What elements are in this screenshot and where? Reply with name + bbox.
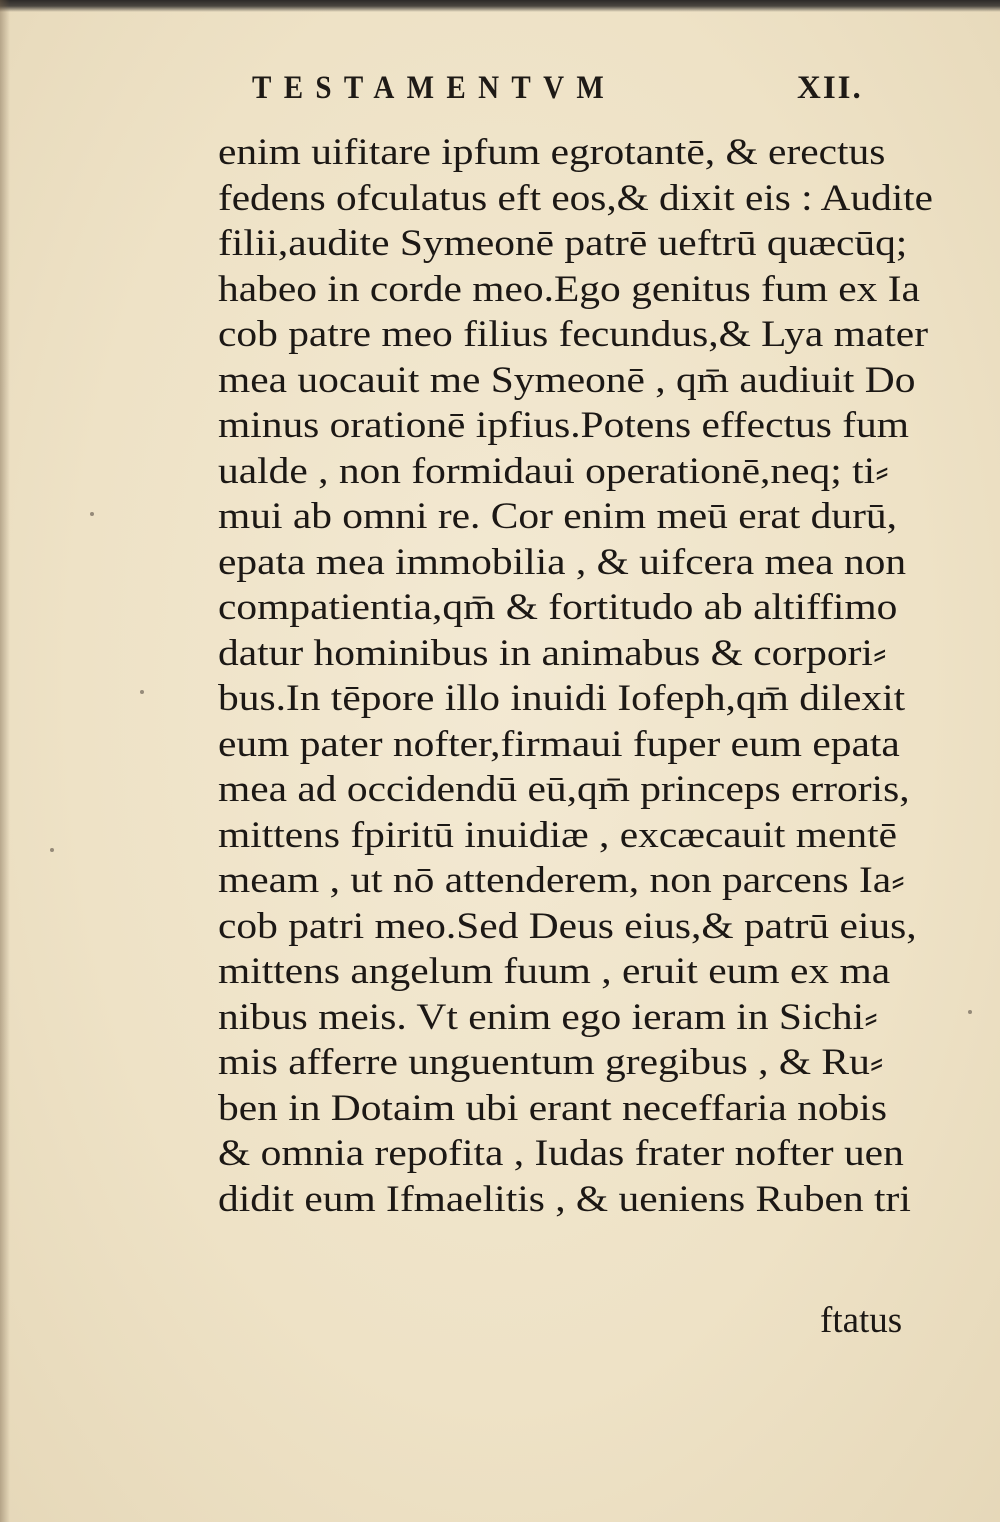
text-line: minus orationē ipfius.Potens effectus fum bbox=[218, 405, 909, 446]
text-line: didit eum Ifmaelitis , & ueniens Ruben tri bbox=[218, 1178, 911, 1220]
text-line: cob patre meo filius fecundus,& Lya mater bbox=[218, 314, 929, 355]
text-line: habeo in corde meo.Ego genitus fum ex Ia bbox=[218, 268, 920, 310]
text-line: meam , ut nō attenderem, non parcens Ia⸗ bbox=[218, 860, 905, 901]
folio-number: XII. bbox=[797, 70, 863, 106]
text-line: mea ad occidendū eū,qm̄ princeps erroris, bbox=[218, 769, 910, 810]
text-line: bus.In tēpore illo inuidi Iofeph,qm̄ dilexit bbox=[218, 678, 906, 719]
text-line: fedens ofculatus eft eos,& dixit eis : Audite bbox=[218, 177, 933, 219]
text-line: compatientia,qm̄ & fortitudo ab altiffimo bbox=[218, 587, 898, 628]
text-line: mittens angelum fuum , eruit eum ex ma bbox=[218, 951, 891, 992]
paper-speck bbox=[50, 848, 54, 852]
text-line: filii,audite Symeonē patrē ueftrū quæcūq; bbox=[218, 223, 908, 264]
paper-speck bbox=[140, 690, 144, 694]
text-line: enim uifitare ipfum egrotantē, & erectus bbox=[218, 132, 886, 173]
text-line: epata mea immobilia , & uifcera mea non bbox=[218, 541, 907, 583]
text-line: datur hominibus in animabus & corpori⸗ bbox=[218, 632, 887, 674]
body-text-block bbox=[218, 130, 938, 1222]
text-line: ualde , non formidaui operationē,neq; ti⸗ bbox=[218, 450, 889, 492]
paper-speck bbox=[968, 1010, 972, 1014]
text-line: nibus meis. Vt enim ego ieram in Sichi⸗ bbox=[218, 996, 878, 1038]
catchword: ftatus bbox=[820, 1300, 903, 1341]
paper-speck bbox=[90, 512, 94, 516]
text-line: ben in Dotaim ubi erant neceffaria nobis bbox=[218, 1087, 887, 1129]
running-head-title: TESTAMENTVM bbox=[252, 70, 617, 106]
running-head bbox=[252, 70, 902, 114]
text-line: mis afferre unguentum gregibus , & Ru⸗ bbox=[218, 1042, 884, 1083]
text-line: mittens fpiritū inuidiæ , excæcauit mentē bbox=[218, 814, 898, 856]
page-top-edge-shadow bbox=[0, 0, 1000, 12]
text-line: eum pater nofter,firmaui fuper eum epata bbox=[218, 723, 900, 765]
text-line: mui ab omni re. Cor enim meū erat durū, bbox=[218, 496, 897, 537]
text-line: mea uocauit me Symeonē , qm̄ audiuit Do bbox=[218, 359, 916, 401]
text-line: & omnia repofita , Iudas frater nofter uen bbox=[218, 1133, 904, 1174]
page-gutter-shadow bbox=[0, 0, 10, 1522]
text-line: cob patri meo.Sed Deus eius,& patrū eius, bbox=[218, 905, 917, 947]
